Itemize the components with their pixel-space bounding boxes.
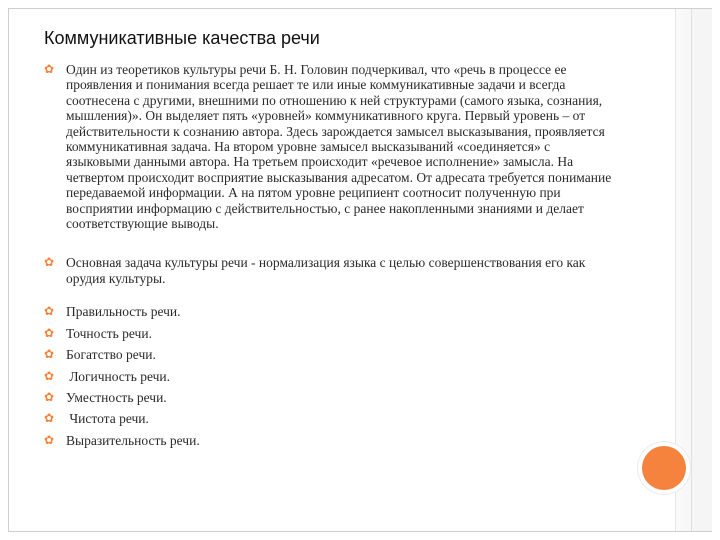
flower-bullet-icon: ✿ [44,389,55,404]
list-item [44,369,614,384]
list-item-text: Уместность речи. [66,389,167,405]
flower-bullet-icon: ✿ [44,304,55,319]
list-item [44,326,614,341]
flower-bullet-icon: ✿ [44,255,55,270]
slide-title: Коммуникативные качества речи [44,28,320,48]
flower-bullet-icon: ✿ [44,325,55,340]
list-item [44,304,614,319]
paragraph-main-task [44,255,614,286]
list-item-text: Чистота речи. [66,411,149,427]
list-item-text: Правильность речи. [66,304,181,320]
list-item-text: Богатство речи. [66,347,156,363]
flower-bullet-icon: ✿ [44,347,55,362]
flower-bullet-icon: ✿ [44,432,55,447]
list-item-text: Выразительность речи. [66,432,200,448]
list-item-text: Логичность речи. [66,368,171,384]
list-item [44,347,614,362]
list-item [44,411,614,426]
paragraph-text: Один из теоретиков культуры речи Б. Н. Головин подчеркивал, что «речь в процессе ее проявления и понимания всегда решает те или иные коммуникативные задачи и всегда соотнесена с другими, внешними по отношению к ней структурами (самого языка, сознания, мышления)». Он выделяет пять «уровней» коммуникативного круга. Первый уровень – от действительности к сознанию автора. Здесь зарождается замысел высказывания, проявляется коммуникативная задача. На втором уровне замысел высказываний «соединяется» с языковыми данными автора. На третьем происходит «речевое исполнение» замысла. На четвертом происходит восприятие высказывания адресатом. От адресата требуется понимание передаваемой информации. А на пятом уровне реципиент соотносит полученную при восприятии информацию с действительностью, с ранее накопленными знаниями и делает соответствующие выводы. [66,62,612,232]
orange-circle-decoration [642,446,686,490]
slide-content [44,62,614,448]
flower-bullet-icon: ✿ [44,411,55,426]
paragraph-text: Основная задача культуры речи - нормализация языка с целью совершенствования его как орудия культуры. [66,255,586,286]
list-item [44,433,614,448]
paragraph-golovin [44,62,614,231]
flower-bullet-icon: ✿ [44,62,55,76]
qualities-list [44,304,614,448]
list-item [44,390,614,405]
list-item-text: Точность речи. [66,325,152,341]
flower-bullet-icon: ✿ [44,368,55,383]
slide-right-inner-band [691,9,712,531]
